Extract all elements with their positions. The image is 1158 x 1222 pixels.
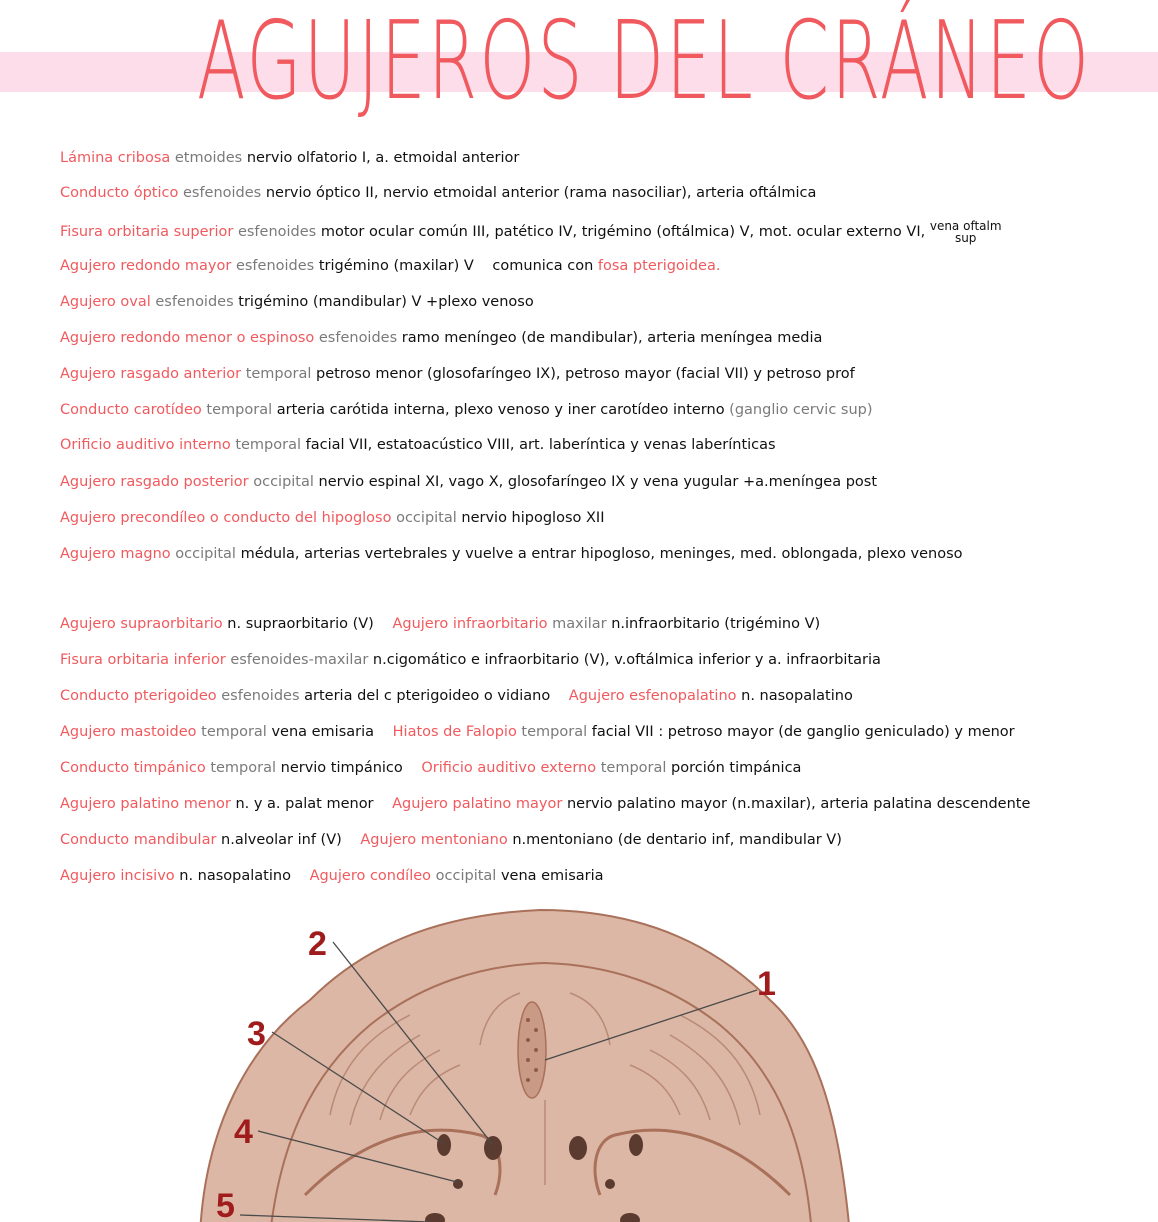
foramen-name: Agujero mentoniano	[360, 832, 508, 848]
foramen-fisura-orbitaria-inferior	[60, 650, 881, 670]
foramen-content: n.cigomático e infraorbitario (V), v.oftálmica inferior y a. infraorbitaria	[372, 652, 881, 668]
foramen-bone: esfenoides	[221, 688, 300, 704]
foramen-name: Agujero redondo mayor	[60, 258, 232, 274]
foramen-agujero-redondo-mayor	[60, 256, 720, 276]
foramen-content: vena emisaria	[271, 724, 375, 740]
foramen-name: Fisura orbitaria superior	[60, 224, 234, 240]
foramen-content: nervio timpánico	[280, 760, 403, 776]
stacked-note	[930, 220, 1002, 244]
foramen-content: ramo meníngeo (de mandibular), arteria meníngea media	[401, 330, 823, 346]
superior-orbital-fissure-right	[629, 1134, 643, 1156]
foramen-bone: temporal	[206, 402, 273, 418]
foramen-content: n. supraorbitario (V)	[227, 616, 374, 632]
foramen-content: nervio espinal XI, vago X, glosofaríngeo IX y vena yugular +a.meníngea post	[318, 474, 878, 490]
foramen-rotundum-left	[453, 1179, 463, 1189]
foramen-rotundum-right	[605, 1179, 615, 1189]
foramen-bone: temporal	[210, 760, 277, 776]
foramen-orificio-auditivo-interno	[60, 435, 776, 455]
foramen-content: n.alveolar inf (V)	[221, 832, 342, 848]
foramen-conducto-timpanico	[60, 758, 801, 778]
optic-canal-left	[484, 1136, 502, 1160]
foramen-conducto-carotideo	[60, 400, 873, 420]
callout-2: 2	[308, 925, 327, 963]
foramen-conducto-optico	[60, 183, 816, 203]
foramen-content: n. nasopalatino	[179, 868, 291, 884]
foramen-content: vena emisaria	[500, 868, 604, 884]
foramen-content: nervio óptico II, nervio etmoidal anterior (rama nasociliar), arteria oftálmica	[265, 185, 817, 201]
foramen-lamina-cribosa	[60, 148, 519, 168]
foramen-content: porción timpánica	[671, 760, 802, 776]
foramen-content: n. nasopalatino	[741, 688, 853, 704]
foramen-content: n.infraorbitario (trigémino V)	[611, 616, 821, 632]
foramen-name: Conducto pterigoideo	[60, 688, 217, 704]
foramen-name: Conducto timpánico	[60, 760, 206, 776]
foramen-content: n.mentoniano (de dentario inf, mandibular V)	[512, 832, 842, 848]
cribriform-plate	[518, 1002, 546, 1098]
foramen-content: n. y a. palat menor	[235, 796, 374, 812]
foramen-fisura-orbitaria-superior	[60, 220, 1002, 244]
foramen-bone: esfenoides-maxilar	[230, 652, 369, 668]
foramen-name: Orificio auditivo externo	[421, 760, 597, 776]
foramen-name: Agujero infraorbitario	[392, 616, 548, 632]
foramen-content: médula, arterias vertebrales y vuelve a entrar hipogloso, meninges, med. oblongada, plexo venoso	[240, 546, 963, 562]
foramen-content: comunica con	[492, 258, 594, 274]
foramen-bone: (ganglio cervic sup)	[729, 402, 873, 418]
foramen-name: Agujero palatino mayor	[392, 796, 563, 812]
foramen-name: Agujero supraorbitario	[60, 616, 223, 632]
foramen-name: Agujero incisivo	[60, 868, 175, 884]
foramen-agujero-rasgado-anterior	[60, 364, 855, 384]
foramen-name: Orificio auditivo interno	[60, 437, 231, 453]
foramen-bone: esfenoides	[318, 330, 398, 346]
foramen-name: Conducto carotídeo	[60, 402, 202, 418]
foramen-conducto-mandibular	[60, 830, 842, 850]
stacked-note-line: vena oftalm	[929, 219, 1002, 233]
foramen-content: nervio hipogloso XII	[461, 510, 605, 526]
foramen-name: Hiatos de Falopio	[392, 724, 517, 740]
foramen-name: Agujero condíleo	[309, 868, 432, 884]
callout-4: 4	[234, 1113, 253, 1151]
foramen-bone: esfenoides	[182, 185, 262, 201]
foramen-content: motor ocular común III, patético IV, trigémino (oftálmica) V, mot. ocular externo VI,	[320, 224, 926, 240]
foramen-name: Conducto óptico	[60, 185, 179, 201]
foramen-agujero-supraorbitario	[60, 614, 820, 634]
foramen-bone: temporal	[201, 724, 267, 740]
foramen-content: facial VII, estatoacústico VIII, art. laberíntica y venas laberínticas	[305, 437, 776, 453]
foramen-bone: occipital	[396, 510, 457, 526]
foramen-name: Agujero rasgado anterior	[60, 366, 242, 382]
foramen-bone: temporal	[245, 366, 312, 382]
foramen-content: petroso menor (glosofaríngeo IX), petroso mayor (facial VII) y petroso prof	[315, 366, 855, 382]
foramen-name: Agujero redondo menor o espinoso	[60, 330, 315, 346]
foramen-conducto-pterigoideo	[60, 686, 853, 706]
skull-base-diagram	[0, 895, 1158, 1222]
foramen-bone: occipital	[435, 868, 497, 884]
foramen-agujero-precondileo	[60, 508, 604, 528]
foramen-agujero-mastoideo	[60, 722, 1015, 742]
foramen-name: Agujero esfenopalatino	[568, 688, 737, 704]
foramen-agujero-rasgado-posterior	[60, 472, 877, 492]
foramen-agujero-incisivo	[60, 866, 604, 886]
foramen-agujero-oval	[60, 292, 534, 312]
optic-canal-right	[569, 1136, 587, 1160]
foramen-content: nervio olfatorio I, a. etmoidal anterior	[246, 150, 520, 166]
foramen-bone: occipital	[253, 474, 314, 490]
foramen-content: nervio palatino mayor (n.maxilar), arteria palatina descendente	[566, 796, 1031, 812]
foramen-content: trigémino (maxilar) V	[318, 258, 474, 274]
foramen-bone: temporal	[521, 724, 588, 740]
page-title: AGUJEROS DEL CRÁNEO	[196, 0, 1091, 124]
foramen-name: Fisura orbitaria inferior	[60, 652, 226, 668]
foramen-agujero-magno	[60, 544, 963, 564]
foramen-agujero-redondo-menor	[60, 328, 822, 348]
callout-3: 3	[247, 1015, 266, 1053]
foramen-bone: occipital	[175, 546, 236, 562]
foramen-content: arteria carótida interna, plexo venoso y iner carotídeo interno	[276, 402, 725, 418]
callout-1: 1	[757, 965, 776, 1003]
foramen-name: Conducto mandibular	[60, 832, 217, 848]
foramen-name: Lámina cribosa	[60, 150, 171, 166]
foramen-bone: temporal	[600, 760, 667, 776]
foramen-name: Agujero rasgado posterior	[60, 474, 249, 490]
foramen-content: facial VII : petroso mayor (de ganglio geniculado) y menor	[591, 724, 1015, 740]
foramen-name: Agujero palatino menor	[60, 796, 231, 812]
foramen-content: arteria del c pterigoideo o vidiano	[304, 688, 551, 704]
foramen-bone: esfenoides	[155, 294, 234, 310]
superior-orbital-fissure-left	[437, 1134, 451, 1156]
foramen-bone: etmoides	[174, 150, 243, 166]
foramen-bone: maxilar	[552, 616, 607, 632]
foramen-name: Agujero precondíleo o conducto del hipogloso	[60, 510, 392, 526]
stacked-note-line: sup	[954, 231, 977, 245]
foramen-bone: temporal	[235, 437, 301, 453]
foramen-content: trigémino (mandibular) V +plexo venoso	[238, 294, 534, 310]
foramen-bone: esfenoides	[237, 224, 317, 240]
foramen-bone: esfenoides	[235, 258, 315, 274]
foramen-name: Agujero mastoideo	[60, 724, 197, 740]
foramen-agujero-palatino-menor	[60, 794, 1030, 814]
foramen-name: Agujero magno	[60, 546, 171, 562]
foramen-name: Agujero oval	[60, 294, 151, 310]
foramen-name: fosa pterigoidea.	[597, 258, 721, 274]
callout-5: 5	[216, 1187, 235, 1222]
